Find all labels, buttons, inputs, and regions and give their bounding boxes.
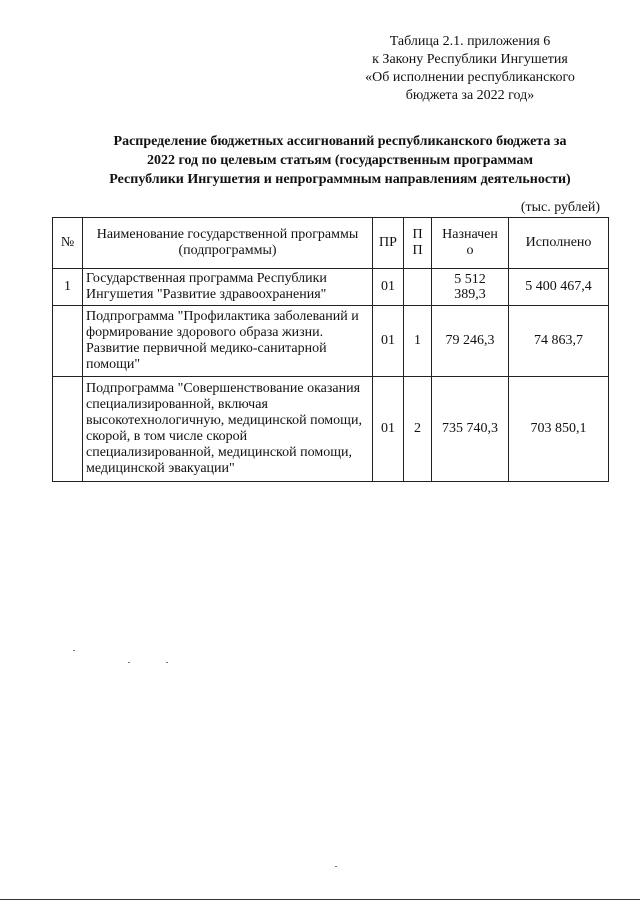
- row-number: [53, 377, 83, 482]
- table-row: [53, 269, 609, 306]
- executed-amount: 703 850,1: [509, 377, 609, 482]
- units-label: (тыс. рублей): [520, 200, 600, 215]
- planned-amount-line: 389,3: [454, 287, 486, 302]
- header-executed: Исполнено: [509, 218, 609, 269]
- header-number: №: [53, 218, 83, 269]
- budget-table: [52, 217, 609, 482]
- pp-code: 2: [404, 377, 432, 482]
- document-title-line: 2022 год по целевым статьям (государственным программам: [146, 153, 534, 168]
- table-row: [53, 306, 609, 377]
- pp-code: 1: [404, 306, 432, 377]
- document-title: [70, 132, 610, 189]
- header-pp-line: П: [412, 243, 423, 258]
- header-program-name: Наименование государственной программы (подпрограммы): [83, 218, 373, 269]
- header-pp: [404, 218, 432, 269]
- scan-speck: [128, 662, 130, 663]
- appendix-reference: [330, 33, 610, 105]
- planned-amount: [432, 269, 509, 306]
- scan-speck: [73, 650, 75, 651]
- subprogram-name: Подпрограмма "Совершенствование оказания специализированной, включая высокотехнологичную, медицинской помощи, скорой, в том числе скорой специализированной, медицинской помощи, медицинской эвакуации": [83, 377, 373, 482]
- pr-code: 01: [373, 269, 404, 306]
- appendix-reference-line: к Закону Республики Ингушетия: [372, 52, 568, 67]
- header-planned: [432, 218, 509, 269]
- header-planned-line: о: [466, 243, 474, 258]
- row-number: [53, 306, 83, 377]
- planned-amount: 735 740,3: [432, 377, 509, 482]
- table-row: [53, 377, 609, 482]
- document-title-line: Республики Ингушетия и непрограммным направлениям деятельности): [109, 172, 571, 187]
- appendix-reference-line: «Об исполнении республиканского: [365, 70, 575, 85]
- program-name: Государственная программа Республики Ингушетия "Развитие здравоохранения": [83, 269, 373, 306]
- pp-code: [404, 269, 432, 306]
- header-planned-line: Назначен: [442, 227, 498, 242]
- header-pp-line: П: [412, 227, 423, 242]
- pr-code: 01: [373, 306, 404, 377]
- pr-code: 01: [373, 377, 404, 482]
- document-title-line: Распределение бюджетных ассигнований республиканского бюджета за: [113, 134, 567, 149]
- planned-amount-line: 5 512: [454, 272, 486, 287]
- table-header-row: [53, 218, 609, 269]
- subprogram-name: Подпрограмма "Профилактика заболеваний и формирование здорового образа жизни. Развитие первичной медико-санитарной помощи": [83, 306, 373, 377]
- appendix-reference-line: Таблица 2.1. приложения 6: [389, 34, 551, 49]
- executed-amount: 74 863,7: [509, 306, 609, 377]
- executed-amount: 5 400 467,4: [509, 269, 609, 306]
- appendix-reference-line: бюджета за 2022 год»: [405, 88, 535, 103]
- row-number: 1: [53, 269, 83, 306]
- header-pr: ПР: [373, 218, 404, 269]
- scan-speck: [166, 662, 168, 663]
- planned-amount: 79 246,3: [432, 306, 509, 377]
- page-bottom-edge: [0, 899, 640, 900]
- scan-speck: [335, 866, 337, 867]
